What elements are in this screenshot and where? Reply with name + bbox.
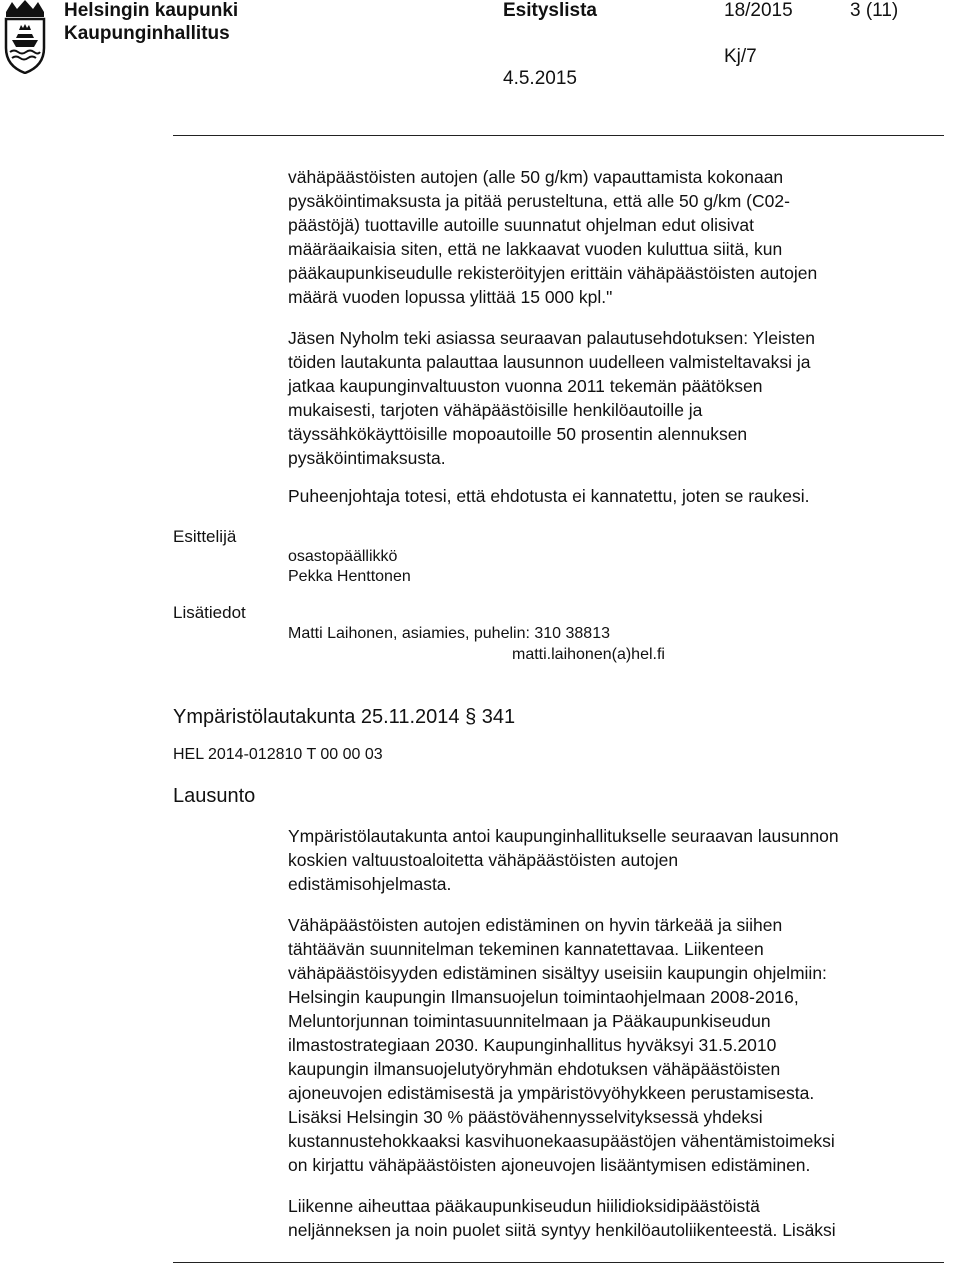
- paragraph-statement-intro: [288, 824, 948, 896]
- text-line: ajoneuvojen edistämisestä ja ympäristövyöhykkeen perustamisesta.: [288, 1083, 815, 1103]
- text-line: täyssähkökäyttöisille mopoautoille 50 prosentin alennuksen: [288, 424, 748, 444]
- text-line: Lisäksi Helsingin 30 % päästövähennysselvityksessä yhdeksi: [288, 1107, 763, 1127]
- header-date: 4.5.2015: [503, 68, 577, 89]
- text-line: ilmastostrategiaan 2030. Kaupunginhallitus hyväksyi 31.5.2010: [288, 1035, 777, 1055]
- header-page: 3 (11): [850, 0, 899, 21]
- presenter-name: Pekka Henttonen: [288, 568, 411, 585]
- text-line: Puheenjohtaja totesi, että ehdotusta ei kannatettu, joten se raukesi.: [288, 486, 810, 506]
- presenter-label: Esittelijä: [173, 527, 237, 546]
- statement-label: Lausunto: [173, 785, 256, 807]
- text-line: pääkaupunkiseudulle rekisteröityjen erittäin vähäpäästöisten autojen: [288, 263, 818, 283]
- text-line: Ympäristölautakunta antoi kaupunginhallitukselle seuraavan lausunnon: [288, 826, 839, 846]
- text-line: töiden lautakunta palauttaa lausunnon uudelleen valmisteltavaksi ja: [288, 352, 811, 372]
- paragraph-continuation: [288, 165, 948, 309]
- text-line: edistämisohjelmasta.: [288, 874, 452, 894]
- text-line: vähäpäästöisten autojen (alle 50 g/km) vapauttamista kokonaan: [288, 167, 784, 187]
- info-contact: Matti Laihonen, asiamies, puhelin: 310 38813: [288, 625, 610, 642]
- paragraph-traffic: [288, 1194, 948, 1242]
- text-line: Meluntorjunnan toimintasuunnitelmaan ja Pääkaupunkiseudun: [288, 1011, 771, 1031]
- footer-rule: [173, 1262, 944, 1263]
- paragraph-return-proposal: [288, 326, 948, 470]
- text-line: kustannustehokkaaksi kasvihuonekaasupäästöjen vähentämistoimeksi: [288, 1131, 835, 1151]
- text-line: on kirjattu vähäpäästöisten ajoneuvojen lisääntymisen edistäminen.: [288, 1155, 811, 1175]
- helsinki-coat-of-arms-icon: [2, 0, 48, 74]
- paragraph-promotion: [288, 913, 948, 1177]
- header-doc-number: 18/2015: [724, 0, 793, 21]
- header-body: Kaupunginhallitus: [64, 23, 230, 44]
- text-line: kaupungin ilmansuojelutyöryhmän ehdotuksen vähäpäästöisten: [288, 1059, 781, 1079]
- text-line: määräaikaisia siten, että ne lakkaavat vuoden kuluttua siitä, kun: [288, 239, 783, 259]
- text-line: Vähäpäästöisten autojen edistäminen on hyvin tärkeää ja siihen: [288, 915, 783, 935]
- text-line: vähäpäästöisyyden edistäminen sisältyy useisiin kaupungin ohjelmiin:: [288, 963, 827, 983]
- presenter-title: osastopäällikkö: [288, 548, 398, 565]
- text-line: pysäköintimaksusta ja pitää perusteltuna, että alle 50 g/km (C02-: [288, 191, 790, 211]
- text-line: neljänneksen ja noin puolet siitä syntyy henkilöautoliikenteestä. Lisäksi: [288, 1220, 836, 1240]
- text-line: päästöjä) tuottaville autoille suunnatut ohjelman edut olisivat: [288, 215, 754, 235]
- section-board-date: Ympäristölautakunta 25.11.2014: [173, 706, 460, 728]
- text-line: Liikenne aiheuttaa pääkaupunkiseudun hiilidioksidipäästöistä: [288, 1196, 760, 1216]
- section-sign: §: [465, 706, 477, 728]
- info-email[interactable]: matti.laihonen(a)hel.fi: [512, 646, 665, 663]
- header-city: Helsingin kaupunki: [64, 0, 239, 21]
- header-doc-type: Esityslista: [503, 0, 597, 21]
- section-number: 341: [481, 706, 516, 728]
- section-title: [173, 705, 515, 729]
- text-line: jatkaa kaupunginvaltuuston vuonna 2011 tekemän päätöksen: [288, 376, 763, 396]
- text-line: määrä vuoden lopussa ylittää 15 000 kpl.": [288, 287, 613, 307]
- text-line: pysäköintimaksusta.: [288, 448, 446, 468]
- text-line: tähtäävän suunnitelman tekeminen kannatettavaa. Liikenteen: [288, 939, 764, 959]
- text-line: mukaisesti, tarjoten vähäpäästöisille henkilöautoille ja: [288, 400, 703, 420]
- text-line: Jäsen Nyholm teki asiassa seuraavan palautusehdotuksen: Yleisten: [288, 328, 815, 348]
- info-label: Lisätiedot: [173, 603, 246, 622]
- diary-number: HEL 2014-012810 T 00 00 03: [173, 746, 383, 763]
- paragraph-chair-statement: [288, 484, 948, 508]
- header-item: Kj/7: [724, 46, 757, 67]
- text-line: koskien valtuustoaloitetta vähäpäästöisten autojen: [288, 850, 679, 870]
- text-line: Helsingin kaupungin Ilmansuojelun toimintaohjelmaan 2008-2016,: [288, 987, 799, 1007]
- header-rule: [173, 135, 944, 136]
